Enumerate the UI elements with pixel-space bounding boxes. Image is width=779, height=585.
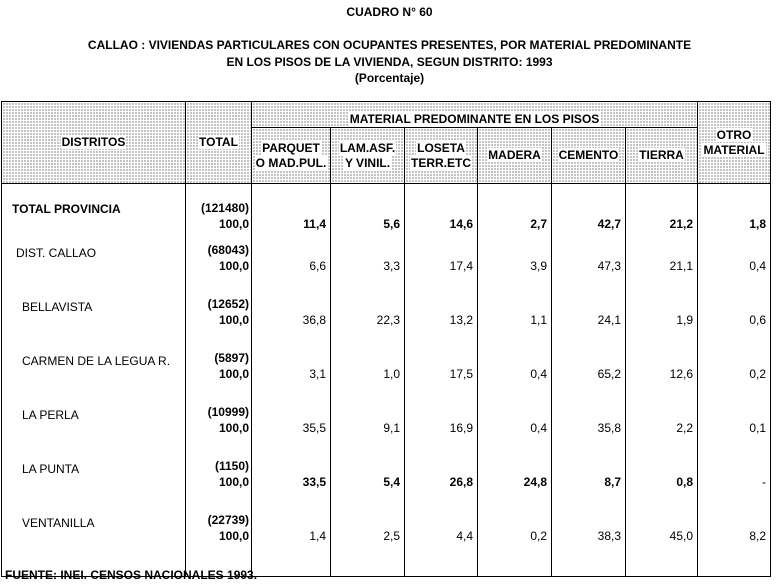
table-row — [2, 512, 771, 577]
madera-value: 0,4 — [478, 350, 552, 404]
cemento-value: 42,7 — [552, 184, 626, 243]
tierra-value: 12,6 — [626, 350, 698, 404]
lamasf-value: 1,0 — [331, 350, 405, 404]
total-cell: (12652) 100,0 — [186, 296, 252, 350]
header-cemento: CEMENTO — [552, 128, 626, 184]
otro-value: 0,2 — [698, 350, 771, 404]
otro-value: 8,2 — [698, 512, 771, 577]
header-material-group: MATERIAL PREDOMINANTE EN LOS PISOS — [252, 102, 698, 128]
loseta-value: 17,4 — [405, 242, 478, 296]
total-cell: (68043) 100,0 — [186, 242, 252, 296]
loseta-value: 14,6 — [405, 184, 478, 243]
parquet-value: 33,5 — [252, 458, 331, 512]
header-loseta: LOSETA TERR.ETC — [405, 128, 478, 184]
data-table — [1, 101, 771, 577]
table-row — [2, 296, 771, 350]
table-row — [2, 404, 771, 458]
tierra-value: 2,2 — [626, 404, 698, 458]
otro-value: 0,6 — [698, 296, 771, 350]
header-tierra: TIERRA — [626, 128, 698, 184]
madera-value: 1,1 — [478, 296, 552, 350]
district-name: VENTANILLA — [2, 512, 186, 577]
madera-value: 0,4 — [478, 404, 552, 458]
tierra-value: 21,2 — [626, 184, 698, 243]
parquet-value: 3,1 — [252, 350, 331, 404]
loseta-value: 16,9 — [405, 404, 478, 458]
lamasf-value: 5,6 — [331, 184, 405, 243]
cemento-value: 8,7 — [552, 458, 626, 512]
total-cell: (22739) 100,0 — [186, 512, 252, 577]
table-row — [2, 184, 771, 243]
header-parquet: PARQUET O MAD.PUL. — [252, 128, 331, 184]
parquet-value: 36,8 — [252, 296, 331, 350]
tierra-value: 1,9 — [626, 296, 698, 350]
cuadro-number: CUADRO N° 60 — [346, 5, 433, 19]
madera-value: 24,8 — [478, 458, 552, 512]
madera-value: 2,7 — [478, 184, 552, 243]
header-otro-material: OTRO MATERIAL — [698, 102, 771, 184]
parquet-value: 6,6 — [252, 242, 331, 296]
total-cell: (1150) 100,0 — [186, 458, 252, 512]
loseta-value: 17,5 — [405, 350, 478, 404]
tierra-value: 45,0 — [626, 512, 698, 577]
cemento-value: 35,8 — [552, 404, 626, 458]
cemento-value: 65,2 — [552, 350, 626, 404]
district-name: DIST. CALLAO — [2, 242, 186, 296]
otro-value: - — [698, 458, 771, 512]
madera-value: 0,2 — [478, 512, 552, 577]
tierra-value: 0,8 — [626, 458, 698, 512]
loseta-value: 26,8 — [405, 458, 478, 512]
district-name: TOTAL PROVINCIA — [2, 184, 186, 243]
district-name: LA PUNTA — [2, 458, 186, 512]
table-unit: (Porcentaje) — [354, 71, 425, 85]
district-name: CARMEN DE LA LEGUA R. — [2, 350, 186, 404]
lamasf-value: 5,4 — [331, 458, 405, 512]
lamasf-value: 22,3 — [331, 296, 405, 350]
header-madera: MADERA — [478, 128, 552, 184]
district-name: BELLAVISTA — [2, 296, 186, 350]
header-distritos: DISTRITOS — [2, 102, 186, 184]
lamasf-value: 9,1 — [331, 404, 405, 458]
cemento-value: 47,3 — [552, 242, 626, 296]
source-note: FUENTE: INEI. CENSOS NACIONALES 1993. — [5, 568, 258, 582]
total-cell: (10999) 100,0 — [186, 404, 252, 458]
otro-value: 0,4 — [698, 242, 771, 296]
otro-value: 1,8 — [698, 184, 771, 243]
header-total: TOTAL — [186, 102, 252, 184]
table-row — [2, 350, 771, 404]
parquet-value: 11,4 — [252, 184, 331, 243]
loseta-value: 4,4 — [405, 512, 478, 577]
tierra-value: 21,1 — [626, 242, 698, 296]
table-title-line1: CALLAO : VIVIENDAS PARTICULARES CON OCUPANTES PRESENTES, POR MATERIAL PREDOMINANTE — [87, 38, 692, 52]
table-row — [2, 458, 771, 512]
total-cell: (5897) 100,0 — [186, 350, 252, 404]
otro-value: 0,1 — [698, 404, 771, 458]
lamasf-value: 2,5 — [331, 512, 405, 577]
total-cell: (121480) 100,0 — [186, 184, 252, 243]
madera-value: 3,9 — [478, 242, 552, 296]
loseta-value: 13,2 — [405, 296, 478, 350]
table-row — [2, 242, 771, 296]
lamasf-value: 3,3 — [331, 242, 405, 296]
parquet-value: 35,5 — [252, 404, 331, 458]
cemento-value: 38,3 — [552, 512, 626, 577]
parquet-value: 1,4 — [252, 512, 331, 577]
header-lam-asf: LAM.ASF. Y VINIL. — [331, 128, 405, 184]
district-name: LA PERLA — [2, 404, 186, 458]
table-title-line2: EN LOS PISOS DE LA VIVIENDA, SEGUN DISTRITO: 1993 — [226, 55, 553, 69]
cemento-value: 24,1 — [552, 296, 626, 350]
